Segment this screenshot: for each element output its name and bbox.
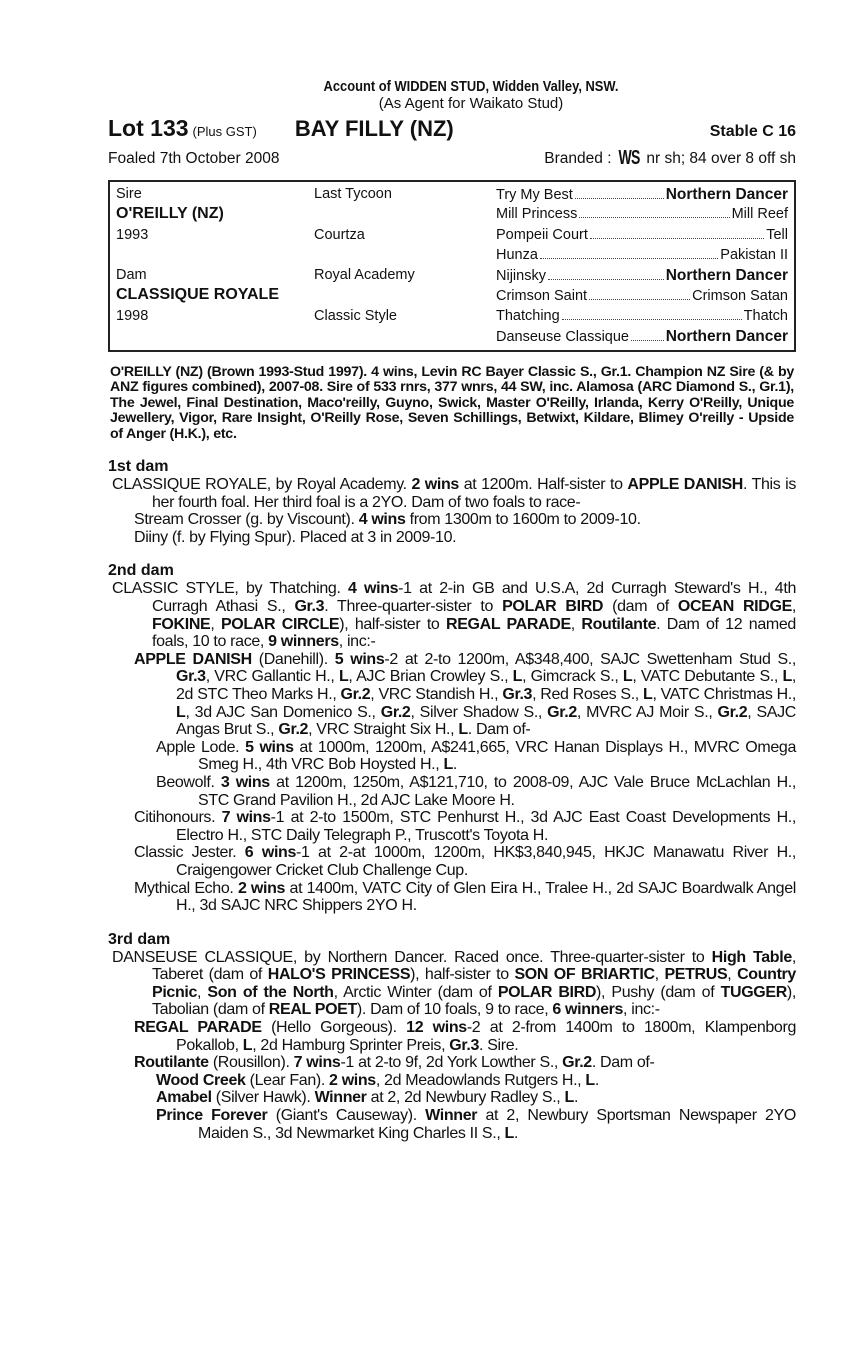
bold-text: Amabel <box>156 1089 212 1107</box>
text: . <box>513 1124 519 1142</box>
progeny-entry <box>108 1019 796 1054</box>
bold-text: L <box>458 721 468 739</box>
text: . <box>594 1071 599 1089</box>
bold-text: L <box>782 668 792 686</box>
ancestor-name: Thatching <box>496 307 560 324</box>
bold-text: L <box>443 756 453 774</box>
sire-label: Sire <box>116 186 142 202</box>
text: , VATC Christmas H., <box>652 685 796 703</box>
text: -2 at 2-to 1200m, A$348,400, SAJC Swettenham Stud S., <box>384 650 796 668</box>
ancestor-sire: Tell <box>766 226 788 243</box>
bold-text: HALO'S PRINCESS <box>267 966 411 984</box>
bold-text: REGAL PARADE <box>446 615 571 633</box>
text: Diiny (f. by Flying Spur). Placed at 3 in 2009-10. <box>134 528 457 546</box>
dam-paragraph <box>108 476 796 511</box>
ancestor-name: Nijinsky <box>496 268 546 285</box>
bold-text: L <box>242 1036 253 1054</box>
bold-text: Son of the North <box>207 983 334 1001</box>
text: , 2d STC Theo Marks H., <box>176 668 796 703</box>
dam-label: Dam <box>116 267 147 283</box>
progeny-entry <box>108 1072 796 1090</box>
text: , inc:- <box>623 1001 660 1019</box>
great-grandparent-row <box>496 288 788 304</box>
bold-text: 6 winners <box>552 1001 624 1019</box>
progeny-entry <box>108 809 796 844</box>
text: from 1300m to 1600m to 2009-10. <box>405 511 641 529</box>
bold-text: Gr.2 <box>278 721 309 739</box>
bold-text: TUGGER <box>720 983 787 1001</box>
bold-text: 3 wins <box>220 773 270 791</box>
bold-text: POLAR CIRCLE <box>220 615 340 633</box>
dam-paragraph <box>108 580 796 650</box>
bold-text: L <box>643 685 653 703</box>
dotted-leader <box>631 340 664 341</box>
bold-text: Gr.2 <box>562 1054 592 1072</box>
ancestor-name: Try My Best <box>496 187 573 203</box>
text: , Silver Shadow S., <box>410 703 548 721</box>
ancestor-name: Danseuse Classique <box>496 329 629 346</box>
bold-text: 5 wins <box>245 738 294 756</box>
text: -1 at 2-to 9f, 2d York Lowther S., <box>340 1054 563 1072</box>
bold-text: Gr.2 <box>340 685 371 703</box>
bold-text: Winner <box>425 1107 478 1125</box>
progeny-entry <box>108 774 796 809</box>
bold-text: 4 wins <box>358 511 406 529</box>
bold-text: Gr.3 <box>294 598 325 615</box>
bold-text: Gr.2 <box>717 703 748 721</box>
great-grandparent-row <box>496 247 788 263</box>
great-grandparent-row <box>496 328 788 346</box>
dotted-leader <box>540 258 718 259</box>
text: (Hello Gorgeous). <box>261 1019 407 1037</box>
bold-text: L <box>176 703 186 721</box>
dotted-leader <box>562 319 742 320</box>
catalogue-page <box>108 78 796 1142</box>
bold-text: Gr.3 <box>502 685 533 703</box>
bold-text: POLAR BIRD <box>502 598 604 615</box>
dotted-leader <box>579 217 729 218</box>
text: (dam of <box>603 598 678 615</box>
bold-text: High Table <box>711 948 792 966</box>
ancestor-sire: Mill Reef <box>731 206 788 223</box>
sire-name: O'REILLY (NZ) <box>116 205 224 222</box>
text: . <box>452 756 457 774</box>
dotted-leader <box>590 238 764 239</box>
bold-text: 5 wins <box>334 650 385 668</box>
text: -1 at 2-to 1500m, STC Penhurst H., 3d AJC East Coast Developments H., Electro H., STC Daily Telegraph P., Truscott's Toyota H. <box>176 809 796 844</box>
bold-text: PETRUS <box>664 966 728 984</box>
ancestor-sire: Northern Dancer <box>665 186 788 203</box>
bold-text: APPLE DANISH <box>134 650 252 668</box>
progeny-entry <box>108 1054 796 1072</box>
progeny-entry <box>108 844 796 879</box>
text: , 2d Meadowlands Rutgers H., <box>375 1071 586 1089</box>
text: , MVRC AJ Moir S., <box>576 703 718 721</box>
ancestor-sire: Northern Dancer <box>665 267 788 285</box>
text: ), Tabolian (dam of <box>152 983 796 1019</box>
bold-text: L <box>512 668 523 686</box>
text: CLASSIC STYLE, by Thatching. <box>112 580 348 598</box>
text: , VRC Straight Six H., <box>308 721 459 739</box>
bold-text: Routilante <box>134 1054 209 1072</box>
lot-number: Lot 133 <box>108 115 189 141</box>
text: , 3d AJC San Domenico S., <box>185 703 381 721</box>
branded-label: Branded : <box>544 150 612 167</box>
text: . Sire. <box>479 1036 519 1054</box>
bold-text: 7 wins <box>293 1054 341 1072</box>
ancestor-sire: Crimson Satan <box>692 287 788 304</box>
great-grandparent-row <box>496 186 788 204</box>
bold-text: Country Picnic <box>152 966 796 1001</box>
text: (Lear Fan). <box>245 1071 330 1089</box>
text: ), Pushy (dam of <box>596 983 721 1001</box>
text: -1 at 2-in GB and U.S.A, 2d Curragh Steward's H., 4th Curragh Athasi S., <box>152 580 796 615</box>
text: at 2, Newbury Sportsman Newspaper 2YO Maiden S., 3d Newmarket King Charles II S., <box>198 1107 796 1142</box>
text: (Silver Hawk). <box>211 1089 315 1107</box>
bold-text: L <box>564 1089 574 1107</box>
ancestor-name: Crimson Saint <box>496 287 588 304</box>
bold-text: L <box>504 1124 514 1142</box>
text: Beowolf. <box>156 773 221 791</box>
text: , inc:- <box>338 633 376 651</box>
text: DANSEUSE CLASSIQUE, by Northern Dancer. Raced once. Three-quarter-sister to <box>112 948 712 966</box>
progeny-entry <box>108 651 796 739</box>
bold-text: L <box>622 668 633 686</box>
brand-mark-icon: WS <box>618 147 640 169</box>
text: at 2, 2d Newbury Radley S., <box>366 1089 565 1107</box>
text: . Dam of- <box>467 721 531 739</box>
text: (Giant's Causeway). <box>267 1107 426 1125</box>
bold-text: Gr.3 <box>449 1036 479 1054</box>
bold-text: 4 wins <box>348 580 399 598</box>
family-sections <box>108 458 796 1142</box>
bold-text: 2 wins <box>237 879 286 897</box>
bold-text: Wood Creek <box>156 1071 246 1089</box>
dam-name: CLASSIQUE ROYALE <box>116 286 279 303</box>
bold-text: Gr.3 <box>176 668 206 686</box>
granddam-dam: Classic Style <box>314 308 397 324</box>
text: at 1400m, VATC City of Glen Eira H., Tralee H., 2d SAJC Boardwalk Angel H., 3d SAJC NRC Shippers 2YO H. <box>176 879 796 915</box>
text: (Rousillon). <box>208 1054 294 1072</box>
text: ), half-sister to <box>410 966 515 984</box>
section-heading: 3rd dam <box>108 930 171 948</box>
bold-text: L <box>585 1071 595 1089</box>
stable-location: Stable C 16 <box>709 123 796 140</box>
grandsire-dam: Royal Academy <box>314 267 415 283</box>
bold-text: POLAR BIRD <box>497 983 597 1001</box>
plus-gst-note: (Plus GST) <box>192 124 257 139</box>
brand-info <box>544 147 796 170</box>
progeny-entry <box>108 511 796 529</box>
text: -2 at 2-from 1400m to 1800m, Klampenborg Pokallob, <box>176 1019 797 1054</box>
ancestor-name: Pompeii Court <box>496 226 588 243</box>
progeny-entry <box>108 739 796 774</box>
text: at 1200m, 1250m, A$121,710, to 2008-09, AJC Vale Bruce McLachlan H., STC Grand Pavilion H., 2d AJC Lake Moore H. <box>198 773 796 809</box>
text: . Three-quarter-sister to <box>324 598 503 615</box>
bold-text: REGAL PARADE <box>134 1019 262 1037</box>
dam-paragraph <box>108 949 796 1019</box>
text: , SAJC Angas Brut S., <box>176 703 796 739</box>
brand-details: nr sh; 84 over 8 off sh <box>646 150 796 167</box>
text: Mythical Echo. <box>134 879 238 897</box>
text: at 1200m. Half-sister to <box>458 476 628 494</box>
section-heading: 1st dam <box>108 458 169 476</box>
pedigree-table <box>108 180 796 352</box>
bold-text: 2 wins <box>411 476 459 494</box>
dotted-leader <box>548 279 664 280</box>
text: . <box>573 1089 579 1107</box>
text: . Dam of- <box>591 1054 655 1072</box>
text: , VRC Gallantic H., <box>205 668 339 686</box>
text: , Gimcrack S., <box>522 668 623 686</box>
progeny-entry <box>108 1107 796 1142</box>
bold-text: APPLE DANISH <box>627 476 743 494</box>
text: Stream Crosser (g. by Viscount). <box>134 511 359 529</box>
text: , <box>654 966 665 984</box>
sire-year: 1993 <box>116 227 149 243</box>
text: Apple Lode. <box>156 738 246 756</box>
bold-text: FOKINE <box>152 615 211 633</box>
sire-summary: O'REILLY (NZ) (Brown 1993-Stud 1997). 4 wins, Levin RC Bayer Classic S., Gr.1. Champion NZ Sire (& by ANZ figures combined), 2007-08. Sire of 533 rnrs, 377 wnrs, 44 SW, inc. Alamosa (ARC Diamond S., Gr.1), The Jewel, Final Destination, Maco'reilly, Guyno, Swick, Master O'Reilly, Irlanda, Kerry O'Reilly, Unique Jewellery, Vigor, Rare Insight, O'Reilly Rose, Seven Schillings, Betwixt, Kildare, Blimey O'reilly - Upside of Anger (H.K.), etc. <box>110 364 794 442</box>
text: (Danehill). <box>251 650 335 668</box>
text: Classic Jester. <box>134 844 245 862</box>
text: , 2d Hamburg Sprinter Preis, <box>252 1036 450 1054</box>
text: , <box>197 983 208 1001</box>
dotted-leader <box>575 198 664 199</box>
bold-text: OCEAN RIDGE <box>677 598 792 615</box>
great-grandparent-row <box>496 206 788 222</box>
foaled-row <box>108 147 796 169</box>
progeny-entry <box>108 880 796 915</box>
text: , <box>727 966 738 984</box>
text: , Arctic Winter (dam of <box>333 983 498 1001</box>
text: , <box>210 615 221 633</box>
horse-title: BAY FILLY (NZ) <box>294 116 454 141</box>
text: CLASSIQUE ROYALE, by Royal Academy. <box>112 476 412 494</box>
text: , <box>791 598 796 615</box>
bold-text: REAL POET <box>268 1001 357 1019</box>
grandsire-sire: Last Tycoon <box>314 186 392 202</box>
bold-text: Gr.2 <box>547 703 577 721</box>
text: , <box>570 615 582 633</box>
agent-note: (As Agent for Waikato Stud) <box>378 95 564 112</box>
bold-text: 9 winners <box>268 633 339 651</box>
text: , VATC Debutante S., <box>632 668 783 686</box>
text: ), half-sister to <box>339 615 447 633</box>
text: . This is her fourth foal. Her third foal is a 2YO. Dam of two foals to race- <box>152 476 796 511</box>
bold-text: Gr.2 <box>380 703 411 721</box>
dotted-leader <box>589 299 690 300</box>
ancestor-sire: Thatch <box>743 307 788 324</box>
dam-year: 1998 <box>116 308 149 324</box>
vendor-account: Account of WIDDEN STUD, Widden Valley, NSW. <box>323 78 619 95</box>
text: , Red Roses S., <box>532 685 643 703</box>
text: at 1000m, 1200m, A$241,665, VRC Hanan Displays H., MVRC Omega Smeg H., 4th VRC Bob Hoysted H., <box>198 738 797 774</box>
foaled-date: Foaled 7th October 2008 <box>108 150 280 167</box>
section-heading: 2nd dam <box>108 562 174 580</box>
great-grandparent-row <box>496 308 788 324</box>
bold-text: SON OF BRIARTIC <box>514 966 655 984</box>
text: Citihonours. <box>134 809 222 827</box>
text: ). Dam of 10 foals, 9 to race, <box>356 1001 553 1019</box>
text: , VRC Standish H., <box>370 685 503 703</box>
text: . Dam of 12 named foals, 10 to race, <box>152 615 796 651</box>
text: , AJC Brian Crowley S., <box>348 668 513 686</box>
ancestor-sire: Northern Dancer <box>665 328 788 346</box>
bold-text: Winner <box>314 1089 367 1107</box>
bold-text: Routilante <box>581 615 657 633</box>
bold-text: 6 wins <box>244 844 297 862</box>
bold-text: 7 wins <box>221 809 271 827</box>
bold-text: Prince Forever <box>156 1107 268 1125</box>
great-grandparent-row <box>496 227 788 243</box>
ancestor-name: Hunza <box>496 246 538 263</box>
text: -1 at 2-at 1000m, 1200m, HK$3,840,945, HKJC Manawatu River H., Craigengower Cricket Club Challenge Cup. <box>176 844 796 879</box>
granddam-sire: Courtza <box>314 227 365 243</box>
text: , Taberet (dam of <box>152 948 796 984</box>
great-grandparent-row <box>496 267 788 285</box>
progeny-entry <box>108 529 796 547</box>
progeny-entry <box>108 1089 796 1107</box>
ancestor-sire: Pakistan II <box>720 246 788 263</box>
ancestor-name: Mill Princess <box>496 206 578 223</box>
bold-text: 2 wins <box>329 1071 376 1089</box>
bold-text: 12 wins <box>406 1019 467 1037</box>
lot-row <box>108 115 796 143</box>
bold-text: L <box>338 668 349 686</box>
